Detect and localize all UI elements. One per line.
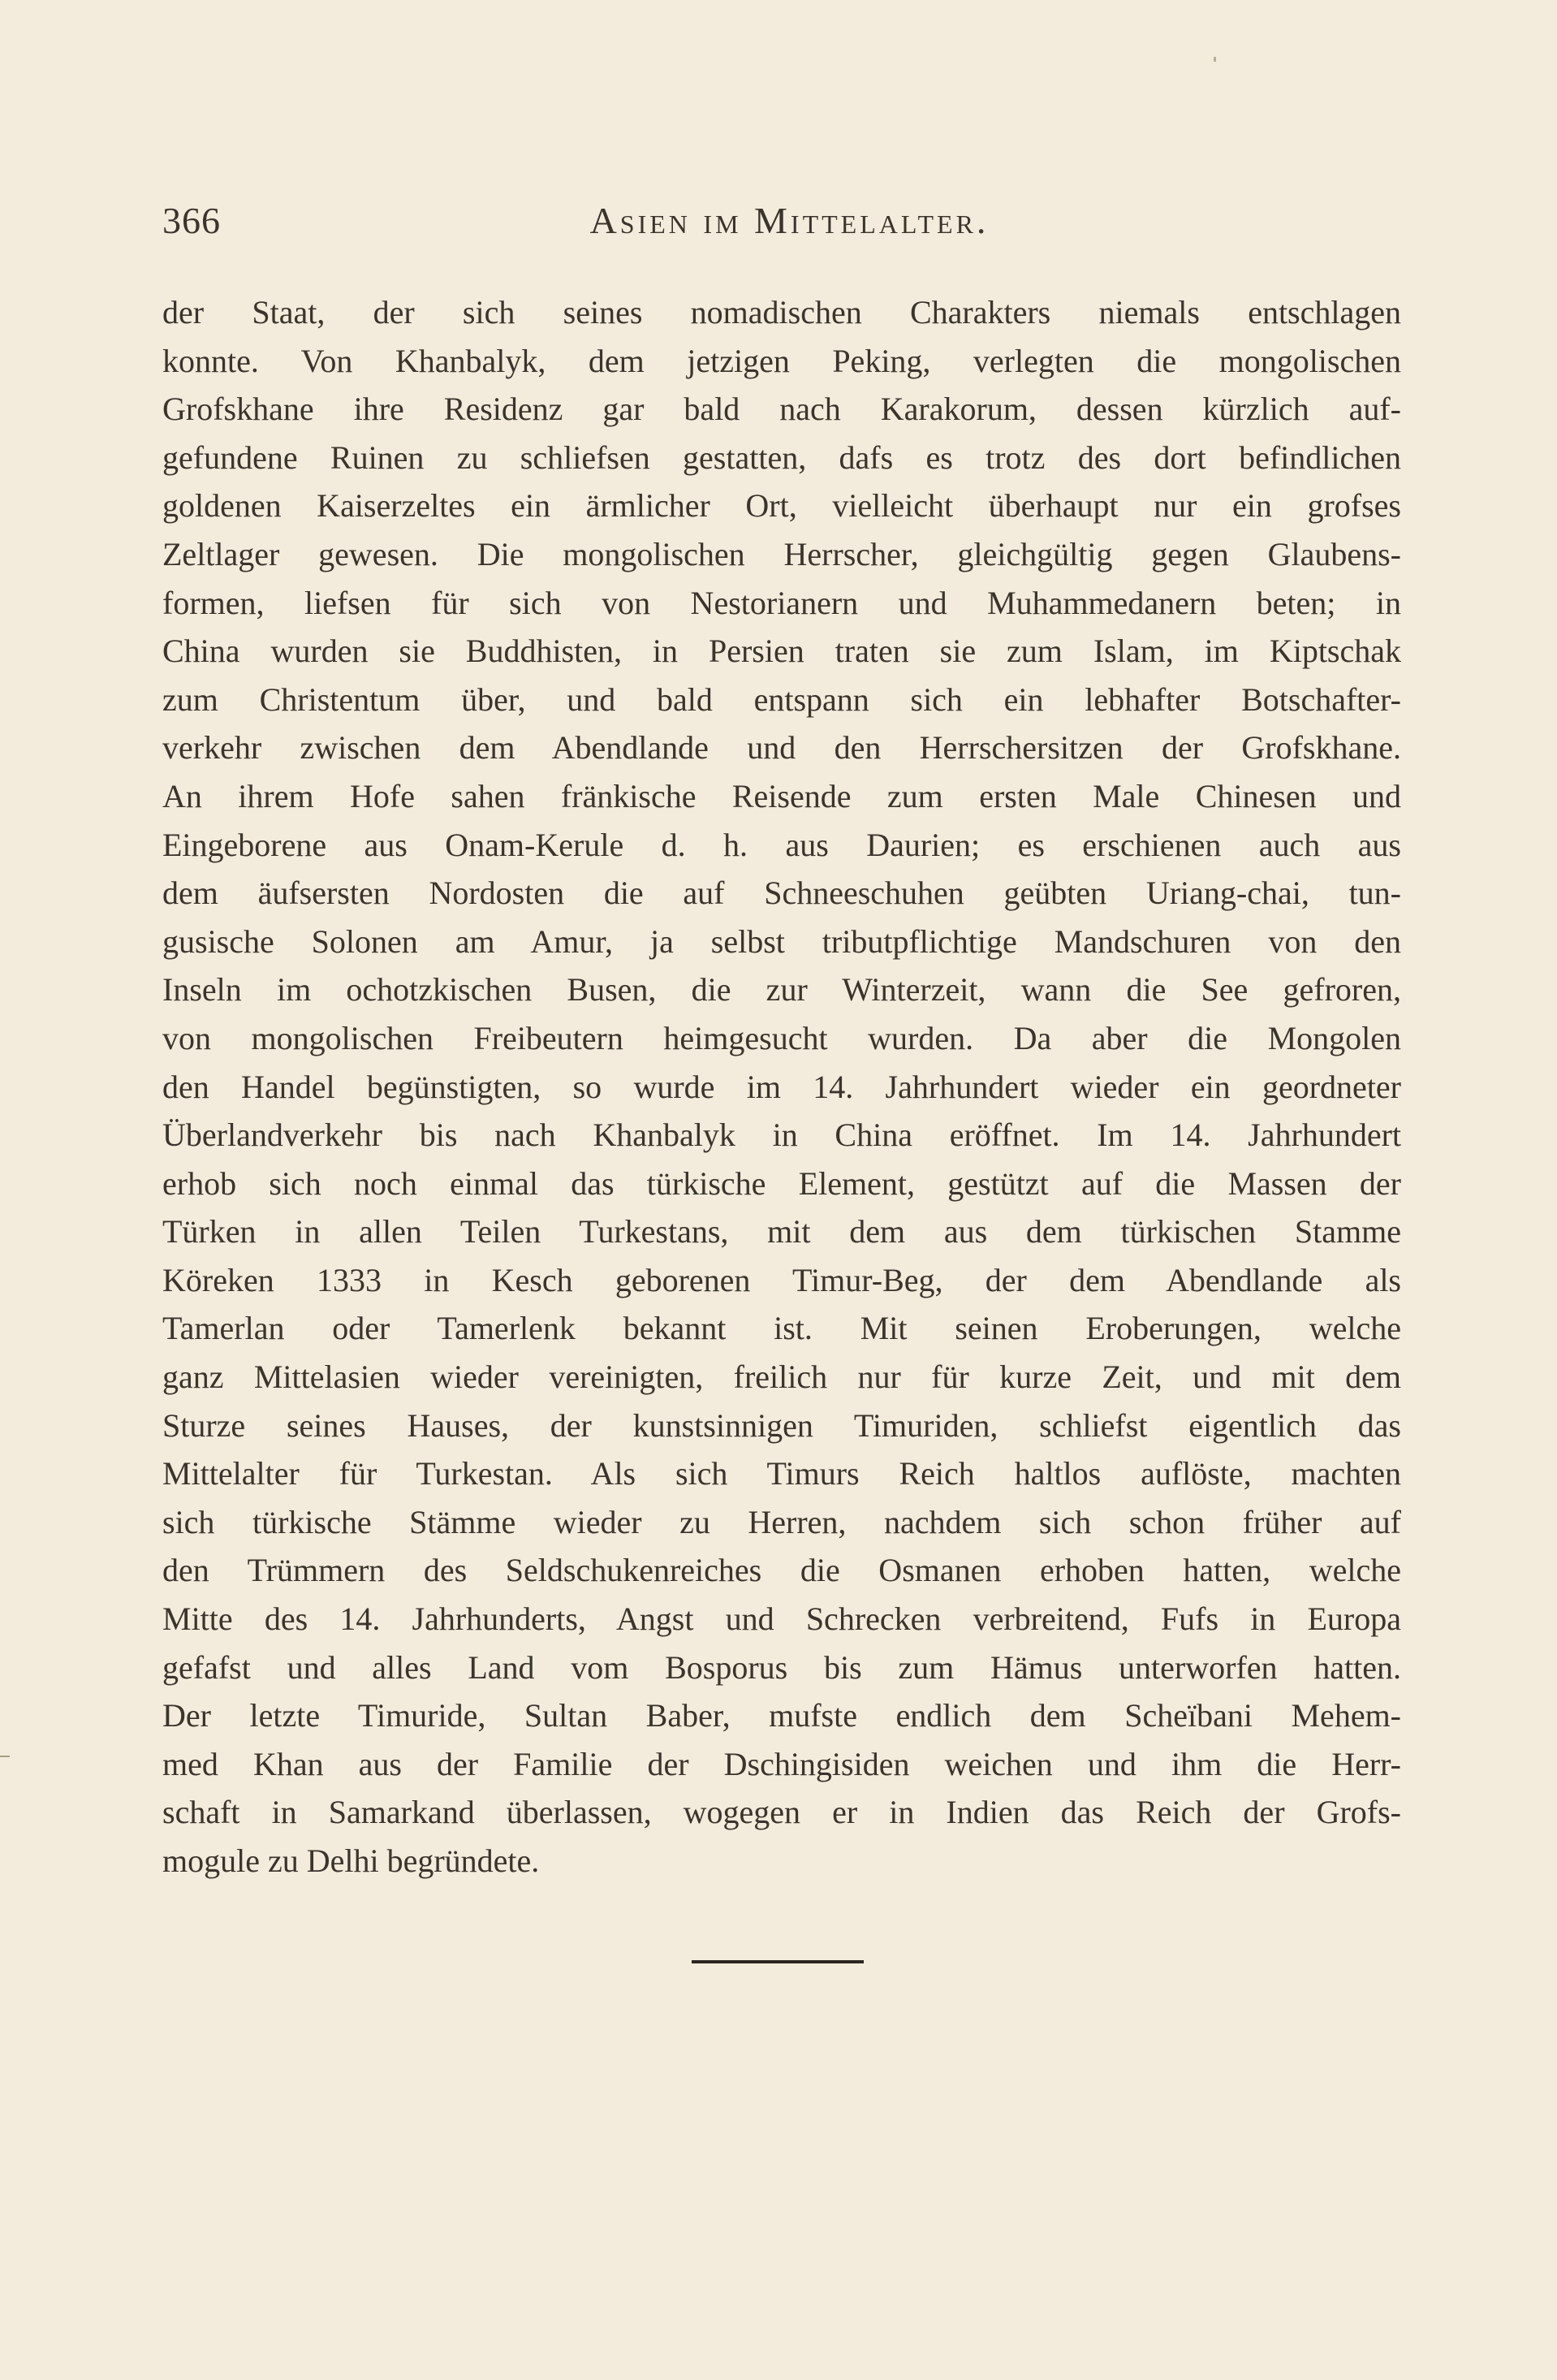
text-line: goldenen Kaiserzeltes ein ärmlicher Ort, vielleicht überhaupt nur ein grofses bbox=[162, 487, 1401, 525]
text-line: ganz Mittelasien wieder vereinigten, freilich nur für kurze Zeit, und mit dem bbox=[162, 1358, 1401, 1396]
text-line: gusische Solonen am Amur, ja selbst tributpflichtige Mandschuren von den bbox=[162, 922, 1401, 960]
text-line: Zeltlager gewesen. Die mongolischen Herrscher, gleichgültig gegen Glaubens- bbox=[162, 535, 1401, 572]
text-line: zum Christentum über, und bald entspann sich ein lebhafter Botschafter- bbox=[162, 680, 1401, 718]
text-line: Grofskhane ihre Residenz gar bald nach Karakorum, dessen kürzlich auf- bbox=[162, 391, 1401, 428]
text-line: med Khan aus der Familie der Dschingisiden weichen und ihm die Herr- bbox=[162, 1745, 1401, 1782]
paper-speck bbox=[1214, 57, 1216, 62]
body-text bbox=[162, 288, 1401, 1885]
chapter-end-rule bbox=[692, 1960, 864, 1963]
text-line: Tamerlan oder Tamerlenk bekannt ist. Mit seinen Eroberungen, welche bbox=[162, 1310, 1401, 1347]
text-line: sich türkische Stämme wieder zu Herren, nachdem sich schon früher auf bbox=[162, 1503, 1401, 1540]
text-line: schaft in Samarkand überlassen, wogegen er in Indien das Reich der Grofs- bbox=[162, 1794, 1401, 1831]
text-line: dem äufsersten Nordosten die auf Schneeschuhen geübten Uriang-chai, tun- bbox=[162, 875, 1401, 912]
page-number: 366 bbox=[162, 200, 221, 241]
text-line: Sturze seines Hauses, der kunstsinnigen Timuriden, schliefst eigentlich das bbox=[162, 1406, 1401, 1444]
text-line: Türken in allen Teilen Turkestans, mit dem aus dem türkischen Stamme bbox=[162, 1213, 1401, 1250]
text-line: gefundene Ruinen zu schliefsen gestatten, dafs es trotz des dort befindlichen bbox=[162, 438, 1401, 476]
text-line: erhob sich noch einmal das türkische Element, gestützt auf die Massen der bbox=[162, 1164, 1401, 1202]
text-line: konnte. Von Khanbalyk, dem jetzigen Peking, verlegten die mongolischen bbox=[162, 342, 1401, 379]
text-line: Der letzte Timuride, Sultan Baber, mufste endlich dem Scheïbani Mehem- bbox=[162, 1697, 1401, 1734]
text-line: Mittelalter für Turkestan. Als sich Timurs Reich haltlos auflöste, machten bbox=[162, 1455, 1401, 1492]
text-line: Eingeborene aus Onam-Kerule d. h. aus Daurien; es erschienen auch aus bbox=[162, 826, 1401, 863]
text-line: den Handel begünstigten, so wurde im 14. Jahrhundert wieder ein geordneter bbox=[162, 1068, 1401, 1105]
text-line-last: mogule zu Delhi begründete. bbox=[162, 1842, 540, 1879]
text-line: An ihrem Hofe sahen fränkische Reisende zum ersten Male Chinesen und bbox=[162, 777, 1401, 814]
text-line: den Trümmern des Seldschukenreiches die Osmanen erhoben hatten, welche bbox=[162, 1552, 1401, 1589]
running-title: Asien im Mittelalter. bbox=[589, 200, 990, 241]
text-line: Mitte des 14. Jahrhunderts, Angst und Schrecken verbreitend, Fufs in Europa bbox=[162, 1600, 1401, 1638]
text-line: Überlandverkehr bis nach Khanbalyk in China eröffnet. Im 14. Jahrhundert bbox=[162, 1117, 1401, 1154]
text-line: Köreken 1333 in Kesch geborenen Timur-Beg, der dem Abendlande als bbox=[162, 1261, 1401, 1298]
paper-edge-mark bbox=[0, 1756, 10, 1757]
text-line: von mongolischen Freibeutern heimgesucht wurden. Da aber die Mongolen bbox=[162, 1019, 1401, 1056]
text-line: der Staat, der sich seines nomadischen Charakters niemals entschlagen bbox=[162, 294, 1401, 330]
text-line: gefafst und alles Land vom Bosporus bis zum Hämus unterworfen hatten. bbox=[162, 1648, 1401, 1686]
running-head bbox=[162, 199, 1417, 248]
text-line: verkehr zwischen dem Abendlande und den Herrschersitzen der Grofskhane. bbox=[162, 729, 1401, 767]
text-line: China wurden sie Buddhisten, in Persien traten sie zum Islam, im Kiptschak bbox=[162, 633, 1401, 670]
text-line: Inseln im ochotzkischen Busen, die zur Winterzeit, wann die See gefroren, bbox=[162, 971, 1401, 1009]
text-line: formen, liefsen für sich von Nestorianern und Muhammedanern beten; in bbox=[162, 584, 1401, 621]
